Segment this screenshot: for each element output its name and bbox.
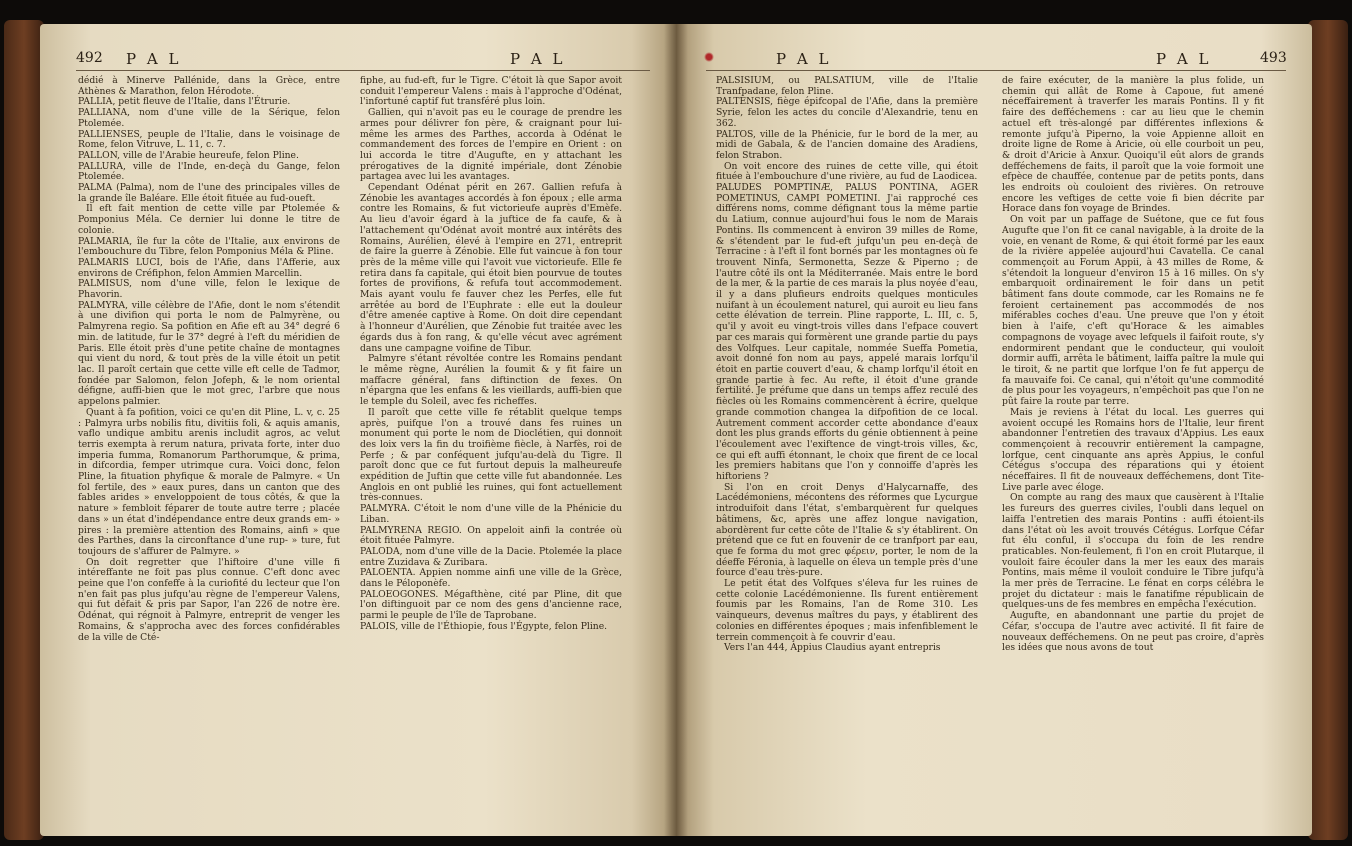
paragraph: PALUDES POMPTINÆ, PALUS PONTINA, AGER POMETINUS, CAMPI POMETINI. J'ai rapproché ces différens noms, comme défignant tous la même partie du Latium, connue aujourd'hui fous le nom de Marais Pontins. Ils commencent à environ 39 milles de Rome, & s'étendent par le fud-eft jufqu'un peu en-deçà de Terracine : à l'eft il font bornés par les montagnes où fe trouvent Ninfa, Sermonetta, Sezze & Piperno ; de l'autre côté ils ont la Méditerranée. Mais entre le bord de la mer, & la partie de ces marais la plus noyée d'eau, il y a dans plufieurs endroits quelques monticules nuifant à un écoulement naturel, qui auroit eu lieu fans cette élévation de terrein. Pline rapporte, L. III, c. 5, qu'il y avoit eu vingt-trois villes dans l'efpace couvert par ces marais qui formèrent une grande partie du pays des Volfques. Leur capitale, nommée Sueffa Pometia, avoit donné fon nom au pays, appelé marais lorfqu'il étoit en partie couvert d'eau, & champ lorfqu'il étoit en grande partie à fec. Au refte, il étoit d'une grande fertilité. Je préfume que dans un temps affez reculé des fiècles où les Romains commencèrent à écrire, quelque grande commotion changea la difpofition de ce local. Autrement comment accorder cette abondance d'eaux dont les plus grands efforts du génie obtiennent à peine l'écoulement avec l'exiftence de vingt-trois villes, &c, ce qui eft auffi étonnant, le choix que firent de ce local les premiers habitans que l'on y connoiffe d'après les hiftoriens ? bbox=[716, 182, 978, 483]
paragraph: Le petit état des Volfques s'éleva fur les ruines de cette colonie Lacédémonienne. Ils furent entièrement foumis par les Romains, l'an de Rome 310. Les vainqueurs, devenus maîtres du pays, y établirent des colonies en différentes époques ; mais infenfiblement le terrein commençoit à fe couvrir d'eau. bbox=[716, 578, 978, 643]
paragraph: PALTOS, ville de la Phénicie, fur le bord de la mer, au midi de Gabala, & de l'ancien domaine des Aradiens, felon Strabon. bbox=[716, 128, 978, 161]
paragraph: dédié à Minerve Pallénide, dans la Grèce, entre Athènes & Marathon, felon Hérodote. bbox=[78, 75, 340, 97]
paragraph: Si l'on en croit Denys d'Halycarnaffe, des Lacédémoniens, mécontens des réformes que Lycurgue introduifoit dans l'état, s'embarquèrent fur quelques bâtimens, &c, après une affez longue navigation, abordèrent fur cette côte de l'Italie & s'y établirent. On prétend que ce fut en fouvenir de ce tranfport par eau, que fe forma du mot grec φέρειν, porter, le nom de la déeffe Féronia, à laquelle on éleva un temple près d'une fource d'eau très-pure. bbox=[716, 481, 978, 579]
page-number-left: 492 bbox=[76, 50, 103, 66]
paragraph: PALMA (Palma), nom de l'une des principales villes de la grande île Baléare. Elle étoit fituée au fud-oueft. bbox=[78, 182, 340, 204]
header-rule-left bbox=[76, 70, 650, 71]
paragraph: fiphe, au fud-eft, fur le Tigre. C'étoit là que Sapor avoit conduit l'empereur Valens : mais à l'approche d'Odénat, l'infortuné captif fut transféré plus loin. bbox=[360, 75, 622, 108]
paragraph: PALMARIA, île fur la côte de l'Italie, aux environs de l'embouchure du Tibre, felon Pomponius Méla & Pline. bbox=[78, 235, 340, 258]
paragraph: On voit par un paffage de Suétone, que ce fut fous Augufte que l'on fit ce canal navigable, à la droite de la voie, en venant de Rome, & qui étoit formé par les eaux de la rivière appelée aujourd'hui Cavatella. Ce canal commençoit au Forum Appii, à 43 milles de Rome, & s'étendoit la longueur d'environ 15 à 16 milles. On s'y embarquoit ordinairement le foir dans un petit bâtiment fans doute commode, car les Romains ne fe feroient certainement pas accommodés de nos miférables coches d'eau. Une preuve que l'on y étoit bien à l'aife, c'eft qu'Horace & les aimables compagnons de voyage avec lefquels il faifoit route, s'y endormirent pendant que le conducteur, qui vouloit dormir auffi, arrêta le bâtiment, laiffa paître la mule qui le tiroit, & ne partit que lorfque l'on fe fut apperçu de fa mauvaife foi. Ce canal, qui n'étoit qu'une commodité de plus pour les voyageurs, n'empêchoit pas que l'on ne pût faire la route par terre. bbox=[1002, 214, 1264, 408]
left-page bbox=[40, 24, 676, 836]
red-ornament-icon bbox=[704, 52, 714, 62]
running-head-right-2: P A L bbox=[1156, 50, 1212, 68]
paragraph: PALLIA, petit fleuve de l'Italie, dans l'Étrurie. bbox=[78, 96, 291, 108]
open-book bbox=[4, 20, 1348, 840]
paragraph: PALLIANA, nom d'une ville de la Sérique, felon Ptolemée. bbox=[78, 107, 340, 129]
paragraph: On voit encore des ruines de cette ville, qui étoit fituée à l'embouchure d'une rivière, au fud de Laodicea. bbox=[716, 160, 978, 183]
page-number-right: 493 bbox=[1260, 50, 1287, 66]
paragraph: Palmyre s'étant révoltée contre les Romains pendant le même règne, Aurélien la foumit & y fit faire un maffacre général, fans diftinction de fexes. On n'épargna que les enfans & les vieillards, auffi-bien que le temple du Soleil, avec fes richeffes. bbox=[360, 353, 622, 408]
paragraph: PALMYRA, ville célèbre de l'Afie, dont le nom s'étendit à une divifion qui porta le nom de Palmyrène, ou Palmyrena regio. Sa pofition en Afie eft au 34° degré 6 min. de latitude, fur le 37° degré à l'eft du méridien de Paris. Elle étoit près d'une petite chaîne de montagnes qui vient du nord, & tout près de la ville étoit un petit lac. Il paroît certain que cette ville eft celle de Tadmor, fondée par Salomon, felon Jofeph, & le nom oriental défigne, auffi-bien que le mot grec, l'arbre que nous appelons palmier. bbox=[78, 299, 340, 408]
left-page-column-2 bbox=[360, 76, 622, 633]
paragraph: PALOIS, ville de l'Éthiopie, fous l'Égypte, felon Pline. bbox=[360, 620, 608, 632]
running-head-left-2: P A L bbox=[510, 50, 566, 68]
book-cover-right bbox=[1308, 20, 1348, 840]
paragraph: On doit regretter que l'hiftoire d'une ville fi intéreffante ne foit pas plus connue. C'eft donc avec peine que l'on confeffe à la curiofité du lecteur que l'on n'en fait pas plus jufqu'au règne de l'empereur Valens, qui fut défait & pris par Sapor, l'an 226 de notre ère. Odénat, qui régnoit à Palmyre, entreprit de venger les Romains, & s'approcha avec des forces confidérables de la ville de Cté- bbox=[78, 556, 340, 643]
paragraph: PALTENSIS, fiège épifcopal de l'Afie, dans la première Syrie, felon les actes du concile d'Alexandrie, tenu en 362. bbox=[716, 96, 978, 129]
right-page bbox=[676, 24, 1312, 836]
book-cover-left bbox=[4, 20, 44, 840]
paragraph: PALMARIS LUCI, bois de l'Afie, dans l'Afferie, aux environs de Créfiphon, felon Ammien Marcellin. bbox=[78, 256, 340, 279]
paragraph: Il eft fait mention de cette ville par Ptolemée & Pomponius Méla. Ce dernier lui donne le titre de colonie. bbox=[78, 203, 340, 236]
paragraph: Augufte, en abandonnant une partie du projet de Céfar, s'occupa de l'autre avec activité. Il fit faire de nouveaux defféchemens. On ne peut pas croire, d'après les idées que nous avons de tout bbox=[1002, 610, 1264, 654]
paragraph: Quant à fa pofition, voici ce qu'en dit Pline, L. v, c. 25 : Palmyra urbs nobilis fitu, divitiis foli, & aquis amanis, vaflo undique ambitu arenis includit agros, ac velut terris exempta à rerum natura, privata forte, inter duo imperia fumma, Romanorum Parthorumque, & prima, in difcordia, femper utrimque cura. Voici donc, felon Pline, la fituation phyfique & morale de Palmyre. « Un fol fertile, des » eaux pures, dans un canton que des fables arides » enveloppoient de tous côtés, & que la nature » fembloit féparer de toute autre terre ; placée dans » un état d'indépendance entre deux grands em- » pires : la première attention des Romains, ainfi » que des Parthes, dans la circonftance d'une rup- » ture, fut toujours de s'affurer de Palmyre. » bbox=[78, 406, 340, 557]
header-rule-right bbox=[706, 70, 1286, 71]
paragraph: Mais je reviens à l'état du local. Les guerres qui avoient occupé les Romains hors de l'Italie, leur firent abandonner l'entretien des travaux d'Appius. Les eaux commençoient à recouvrir entièrement la campagne, lorfque, cent cinquante ans après Appius, le conful Cétégus s'occupa des réparations qui y étoient néceffaires. Il fit de nouveaux defféchemens, dont Tite-Live parle avec éloge. bbox=[1002, 406, 1264, 493]
paragraph: Il paroît que cette ville fe rétablit quelque temps après, puifque l'on a trouvé dans fes ruines un monument qui porte le nom de Dioclétien, qui donnoit des loix vers la fin du troifième fiècle, à Narfès, roi de Perfe ; & par conféquent jufqu'au-delà du Tigre. Il paroît donc que ce fut furtout depuis la malheureufe expédition de Juftin que cette ville fut abandonnée. Les Anglois en ont publié les ruines, qui font actuellement très-connues. bbox=[360, 406, 622, 504]
running-head-right-1: P A L bbox=[776, 50, 832, 68]
paragraph: PALMYRA. C'étoit le nom d'une ville de la Phénicie du Liban. bbox=[360, 503, 622, 525]
paragraph: PALOENTA. Appien nomme ainfi une ville de la Grèce, dans le Péloponèfe. bbox=[360, 567, 622, 590]
paragraph: PALOEOGONES. Mégafthène, cité par Pline, dit que l'on diftinguoit par ce nom des gens d'ancienne race, parmi le peuple de l'île de Taprobane. bbox=[360, 588, 622, 622]
paragraph: Cependant Odénat périt en 267. Gallien refufa à Zénobie les avantages accordés à fon époux ; elle arma contre les Romains, & fut victorieufe auprès d'Emèfe. Au lieu d'avoir égard à la juftice de fa caufe, & à l'attachement qu'Odénat avoit montré aux intérêts des Romains, Aurélien, élevé à l'empire en 271, entreprit de faire la guerre à Zénobie. Elle fut vaincue à fon tour près de la même ville qui l'avoit vue victorieufe. Elle fe retira dans fa capitale, qui étoit bien pourvue de toutes fortes de provifions, & refufa tout accommodement. Mais ayant voulu fe fauver chez les Perfes, elle fut arrêtée au bord de l'Euphrate : elle eut la douleur d'être amenée captive à Rome. On doit dire cependant à l'honneur d'Aurélien, que Zénobie fut traitée avec les égards dus à fon rang, & qu'elle vécut avec agrément dans une campagne voifine de Tibur. bbox=[360, 182, 622, 354]
paragraph: de faire exécuter, de la manière la plus folide, un chemin qui allât de Rome à Capoue, fut amené néceffairement à traverfer les marais Pontins. Il y fit faire des defféchemens : car au lieu que le chemin actuel eft très-alongé par différentes inflexions & remonte jufqu'à Piperno, la voie Appienne alloit en droite ligne de Rome à Aricie, où elle courboit un peu, & droit d'Aricie à Anxur. Quoiqu'il eût alors de grands defféchemens de faits, il paroît que la voie formoit une efpèce de chauffée, contenue par de petits ponts, dans les endroits où couloient des rivières. On retrouve encore les veftiges de cette voie fi bien décrite par Horace dans fon voyage de Brindes. bbox=[1002, 75, 1264, 215]
right-page-column-1 bbox=[716, 76, 978, 654]
paragraph: On compte au rang des maux que causèrent à l'Italie les fureurs des guerres civiles, l'oubli dans lequel on laiffa l'entretien des marais Pontins : auffi étoient-ils dans l'état où les avoit trouvés Cétégus. Lorfque Céfar fut élu conful, il s'occupa du foin de les rendre praticables. Non-feulement, fi l'on en croit Plutarque, il vouloit faire écouler dans la mer les eaux des marais Pontins, mais même il vouloit conduire le Tibre jufqu'à la mer près de Terracine. Le fénat en corps célébra le projet du dictateur : mais le fanatifme républicain de quelques-uns de fes membres en empêcha l'exécution. bbox=[1002, 492, 1264, 611]
paragraph: Gallien, qui n'avoit pas eu le courage de prendre les armes pour délivrer fon père, & craignant pour lui-même les armes des Parthes, accorda à Odénat le commandement des forces de l'empire en Orient : on lui accorda le titre d'Augufte, en y attachant les prérogatives de la dignité impériale, dont Zénobie partagea avec lui les avantages. bbox=[360, 107, 622, 183]
paragraph: PALLON, ville de l'Arabie heureufe, felon Pline. bbox=[78, 149, 299, 161]
paragraph: PALMISUS, nom d'une ville, felon le lexique de Phavorin. bbox=[78, 278, 340, 301]
paragraph: Vers l'an 444, Appius Claudius ayant entrepris bbox=[724, 642, 941, 654]
book-gutter bbox=[664, 24, 688, 836]
paragraph: PALLURA, ville de l'Inde, en-deçà du Gange, felon Ptolemée. bbox=[78, 160, 340, 183]
right-page-column-2 bbox=[1002, 76, 1264, 654]
running-head-left-1: P A L bbox=[126, 50, 182, 68]
left-page-column-1 bbox=[78, 76, 340, 643]
paragraph: PALODA, nom d'une ville de la Dacie. Ptolemée la place entre Zuzidava & Zuribara. bbox=[360, 545, 622, 568]
paragraph: PALLIENSES, peuple de l'Italie, dans le voisinage de Rome, felon Vitruve, L. 11, c. 7. bbox=[78, 128, 340, 151]
paragraph: PALMYRENA REGIO. On appeloit ainfi la contrée où étoit fituée Palmyre. bbox=[360, 524, 622, 547]
paragraph: PALSISIUM, ou PALSATIUM, ville de l'Italie Tranfpadane, felon Pline. bbox=[716, 75, 978, 97]
